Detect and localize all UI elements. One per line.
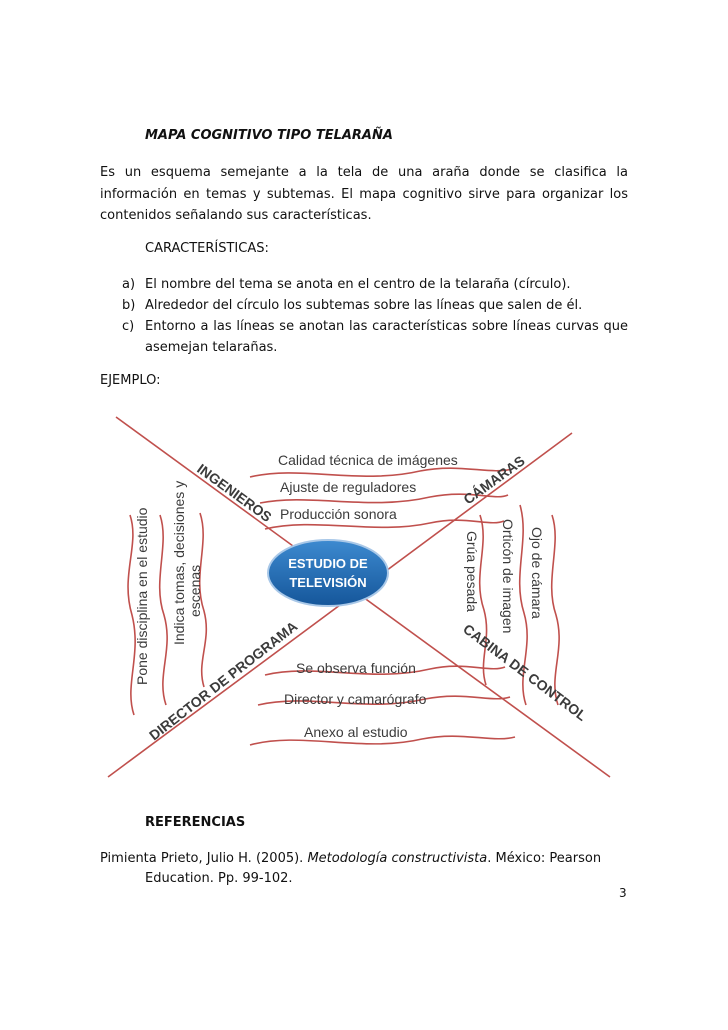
branch-label-camaras: CÁMARAS bbox=[460, 452, 528, 508]
reference-work: Metodología constructivista bbox=[307, 851, 488, 866]
list-marker: c) bbox=[122, 319, 135, 334]
left-item: Pone disciplina en el estudio bbox=[134, 507, 150, 685]
top-item: Ajuste de reguladores bbox=[280, 479, 417, 495]
center-label: ESTUDIO DE bbox=[288, 556, 368, 571]
reference-entry bbox=[100, 849, 640, 889]
list-text: Alrededor del círculo los subtemas sobre las líneas que salen de él. bbox=[145, 298, 583, 313]
example-label: EJEMPLO: bbox=[100, 373, 161, 388]
right-item: Ojo de cámara bbox=[529, 527, 545, 619]
list-marker: a) bbox=[122, 277, 136, 292]
references-heading: REFERENCIAS bbox=[145, 815, 246, 830]
branch-label-cabina: CABINA DE CONTROL bbox=[460, 620, 590, 724]
list-item bbox=[100, 316, 628, 358]
characteristics-list bbox=[100, 274, 628, 358]
bottom-item: Director y camarógrafo bbox=[284, 691, 427, 707]
intro-paragraph: Es un esquema semejante a la tela de una araña donde se clasifica la información en temas y subtemas. El mapa cognitivo sirve para organizar los contenidos señalando sus características. bbox=[100, 165, 628, 223]
right-item: Orticón de imagen bbox=[500, 519, 516, 634]
characteristics-heading: CARACTERÍSTICAS: bbox=[145, 241, 269, 256]
list-text: Entorno a las líneas se anotan las características sobre líneas curvas que asemejan telarañas. bbox=[145, 319, 628, 355]
reference-continuation: Education. Pp. 99-102. bbox=[145, 871, 293, 886]
page-number: 3 bbox=[619, 886, 627, 900]
center-label: TELEVISIÓN bbox=[289, 575, 367, 590]
list-text: El nombre del tema se anota en el centro de la telaraña (círculo). bbox=[145, 277, 571, 292]
branch-label-director: DIRECTOR DE PROGRAMA bbox=[145, 617, 301, 744]
web-line bbox=[552, 515, 559, 705]
right-item: Grúa pesada bbox=[464, 531, 480, 612]
bottom-item: Se observa función bbox=[296, 660, 416, 676]
list-item bbox=[100, 295, 628, 316]
center-ellipse bbox=[268, 540, 388, 606]
top-item: Producción sonora bbox=[280, 506, 397, 522]
left-item: escenas bbox=[187, 564, 203, 617]
branch-label-ingenieros: INGENIEROS bbox=[194, 460, 275, 526]
reference-author: Pimienta Prieto, Julio H. (2005). bbox=[100, 851, 308, 866]
list-item bbox=[100, 274, 628, 295]
bottom-item: Anexo al estudio bbox=[304, 724, 408, 740]
spider-map-diagram bbox=[100, 405, 620, 795]
left-item: Indica tomas, decisiones y bbox=[171, 480, 187, 645]
list-marker: b) bbox=[122, 298, 136, 313]
web-line bbox=[250, 468, 512, 477]
top-item: Calidad técnica de imágenes bbox=[278, 452, 458, 468]
web-line bbox=[160, 515, 167, 705]
reference-publisher: . México: Pearson bbox=[487, 851, 602, 866]
document-title: MAPA COGNITIVO TIPO TELARAÑA bbox=[145, 128, 393, 143]
